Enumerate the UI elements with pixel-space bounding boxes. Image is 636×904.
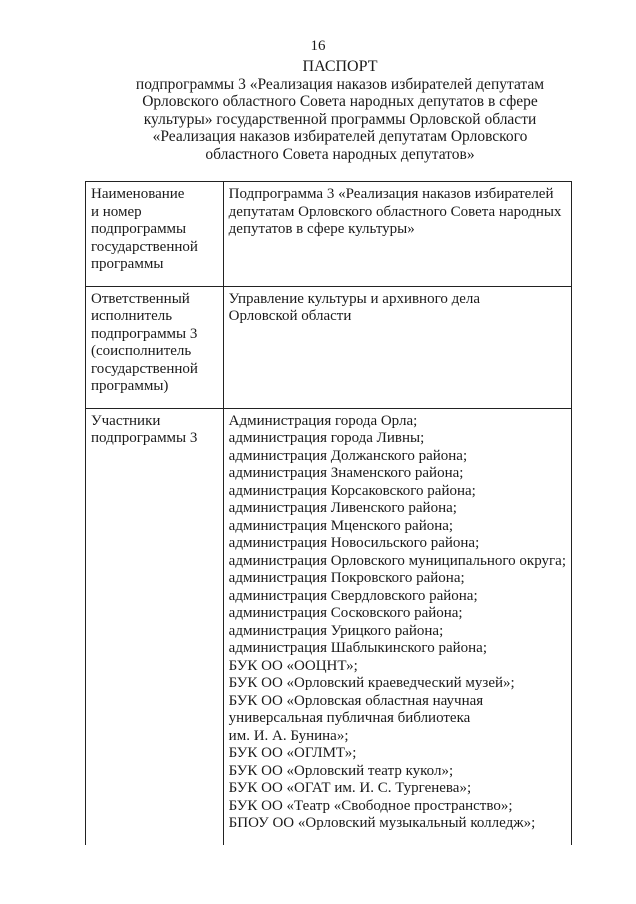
heading-line: Орловского областного Совета народных депутатов в сфере <box>142 93 538 110</box>
label-line: исполнитель <box>91 308 173 324</box>
heading-line: подпрограммы 3 «Реализация наказов избирателей депутатам <box>135 75 545 93</box>
table-row-participants <box>86 408 572 845</box>
participant-item: БУК ОО «ОГЛМТ»; <box>228 745 357 761</box>
table-row-program-name <box>86 182 572 287</box>
document-title: ПАСПОРТ <box>302 58 378 75</box>
participant-item: БУК ОО «Театр «Свободное пространство»; <box>228 797 513 814</box>
participant-item: универсальная публичная библиотека <box>228 710 471 726</box>
label-line: Ответственный <box>91 290 190 307</box>
participant-item: администрация Сосковского района; <box>228 605 463 621</box>
label-cell-responsible <box>86 286 224 408</box>
participant-item: БУК ОО «Орловский краеведческий музей»; <box>228 675 515 691</box>
participant-item: администрация Новосильского района; <box>228 535 480 551</box>
label-line: государственной <box>91 238 198 255</box>
value-line: депутатов в сфере культуры» <box>228 221 415 237</box>
label-line: государственной <box>91 360 198 377</box>
participant-item: администрация Покровского района; <box>228 570 465 586</box>
participant-item: им. И. А. Бунина»; <box>228 727 349 744</box>
page-number: 16 <box>310 38 326 54</box>
label-line: подпрограммы 3 <box>91 430 198 446</box>
participant-item: администрация города Ливны; <box>228 430 425 446</box>
label-line: и номер <box>91 203 142 220</box>
value-cell-program-name <box>223 182 571 287</box>
heading-line: культуры» государственной программы Орловской области <box>143 110 537 128</box>
value-line: депутатам Орловского областного Совета народных <box>228 203 562 220</box>
label-line: программы <box>91 256 164 272</box>
heading-line: «Реализация наказов избирателей депутатам Орловского <box>152 128 528 145</box>
participant-item: БПОУ ОО «Орловский музыкальный колледж»; <box>228 815 536 831</box>
participant-item: администрация Орловского муниципального округа; <box>228 552 566 569</box>
value-line: Орловской области <box>228 308 352 324</box>
heading-line: областного Совета народных депутатов» <box>205 145 475 163</box>
participant-item: администрация Мценского района; <box>228 517 454 534</box>
table-row-responsible <box>86 286 572 408</box>
label-line: программы) <box>91 378 169 394</box>
participant-item: БУК ОО «ОГАТ им. И. С. Тургенева»; <box>228 780 472 796</box>
participant-item: администрация Знаменского района; <box>228 465 464 481</box>
participant-item: Администрация города Орла; <box>228 412 418 429</box>
participant-item: администрация Урицкого района; <box>228 622 444 639</box>
participant-item: администрация Шаблыкинского района; <box>228 640 487 656</box>
participant-item: администрация Ливенского района; <box>228 500 457 516</box>
participant-item: администрация Свердловского района; <box>228 587 478 604</box>
label-line: подпрограммы 3 <box>91 325 198 342</box>
label-line: (соисполнитель <box>91 343 192 359</box>
value-line: Управление культуры и архивного дела <box>228 290 481 307</box>
value-line: Подпрограмма 3 «Реализация наказов избирателей <box>228 186 554 202</box>
value-cell-responsible <box>223 286 571 408</box>
participant-item: БУК ОО «Орловский театр кукол»; <box>228 762 454 779</box>
participant-item: БУК ОО «Орловская областная научная <box>228 692 484 709</box>
participant-item: администрация Должанского района; <box>228 447 468 464</box>
document-heading <box>60 58 620 163</box>
participant-item: БУК ОО «ООЦНТ»; <box>228 657 358 674</box>
value-cell-participants <box>223 408 571 845</box>
passport-table <box>85 181 572 845</box>
label-line: подпрограммы <box>91 221 187 237</box>
label-cell-participants <box>86 408 224 845</box>
label-cell-program-name <box>86 182 224 287</box>
participant-item: администрация Корсаковского района; <box>228 482 476 499</box>
label-line: Наименование <box>91 186 185 202</box>
label-line: Участники <box>91 412 161 429</box>
